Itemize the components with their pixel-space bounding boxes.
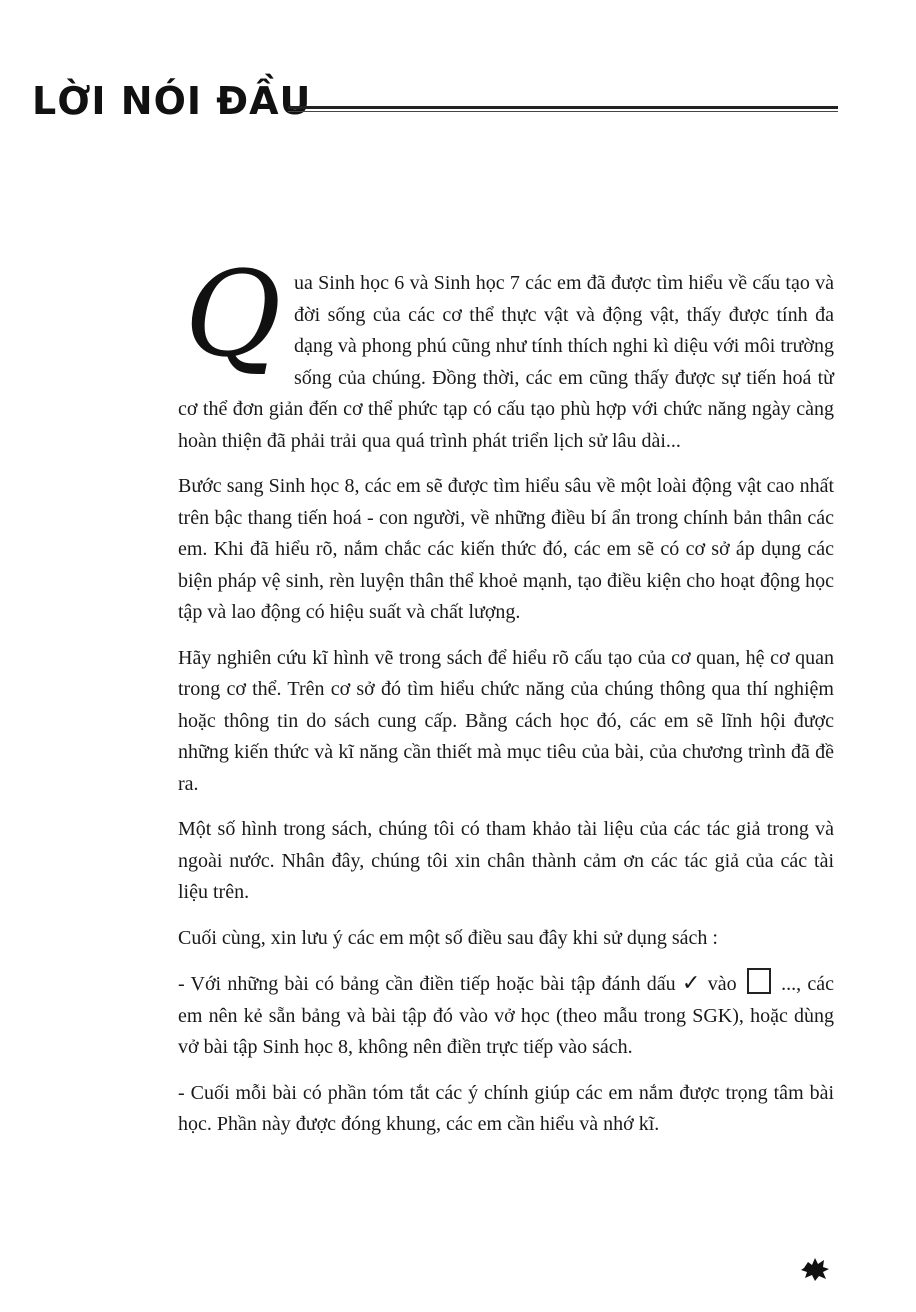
paragraph-2: Hãy nghiên cứu kĩ hình vẽ trong sách để hiểu rõ cấu tạo của cơ quan, hệ cơ quan trong cơ thể. Trên cơ sở đó tìm hiểu chức năng của chúng thông qua thí nghiệm hoặc thông tin do sách cung cấp. Bằng cách học đó, các em sẽ lĩnh hội được những kiến thức và kĩ năng cần thiết mà mục tiêu của bài, của chương trình đã đề ra. (178, 646, 834, 795)
paragraph-3: Một số hình trong sách, chúng tôi có tham khảo tài liệu của các tác giả trong và ngoài nước. Nhân đây, chúng tôi xin chân thành cảm ơn các tác giả của các tài liệu trên. (178, 818, 834, 903)
page-header (32, 78, 838, 128)
drop-cap: Q (184, 245, 282, 383)
preface-body (178, 245, 835, 1155)
note-2: - Cuối mỗi bài có phần tóm tắt các ý chính giúp các em nắm được trọng tâm bài học. Phần này được đóng khung, các em cần hiểu và nhớ kĩ. (178, 1081, 834, 1135)
paragraph-4: Cuối cùng, xin lưu ý các em một số điều sau đây khi sử dụng sách : (178, 926, 718, 949)
note-1-part1: - Với những bài có bảng cần điền tiếp hoặc bài tập đánh dấu (178, 973, 676, 995)
checkmark-icon: ✓ (681, 971, 702, 996)
ink-blot-icon (800, 1256, 830, 1282)
paragraph-1: Bước sang Sinh học 8, các em sẽ được tìm hiểu sâu về một loài động vật cao nhất trên bậc thang tiến hoá - con người, về những điều bí ẩn trong chính bản thân các em. Khi đã hiểu rõ, nắm chắc các kiến thức đó, các em sẽ có cơ sở áp dụng các biện pháp vệ sinh, rèn luyện thân thể khoẻ mạnh, tạo điều kiện cho hoạt động học tập và lao động có hiệu suất và chất lượng. (178, 475, 834, 623)
note-1-part3: ..., các em nên kẻ sẵn bảng và bài tập đó vào vở học (theo mẫu trong SGK), hoặc dùng vở bài tập Sinh học 8, không nên điền trực tiếp vào sách. (178, 973, 835, 1058)
title-rule (288, 106, 838, 112)
note-1-part2: vào (707, 973, 737, 995)
intro-paragraph (178, 245, 834, 457)
note-1 (178, 968, 834, 1064)
checkbox-icon (747, 968, 771, 994)
intro-text: ua Sinh học 6 và Sinh học 7 các em đã được tìm hiểu về cấu tạo và đời sống của các cơ thể thực vật và động vật, thấy được tính đa dạng và phong phú cũng như tính thích nghi kì diệu với môi trường sống của chúng. Đồng thời, các em cũng thấy được sự tiến hoá từ cơ thể đơn giản đến cơ thể phức tạp có cấu tạo phù hợp với chức năng ngày càng hoàn thiện đã phải trải qua quá trình phát triển lịch sử lâu dài... (178, 272, 834, 452)
page-title: LỜI NÓI ĐẦU (32, 79, 312, 123)
